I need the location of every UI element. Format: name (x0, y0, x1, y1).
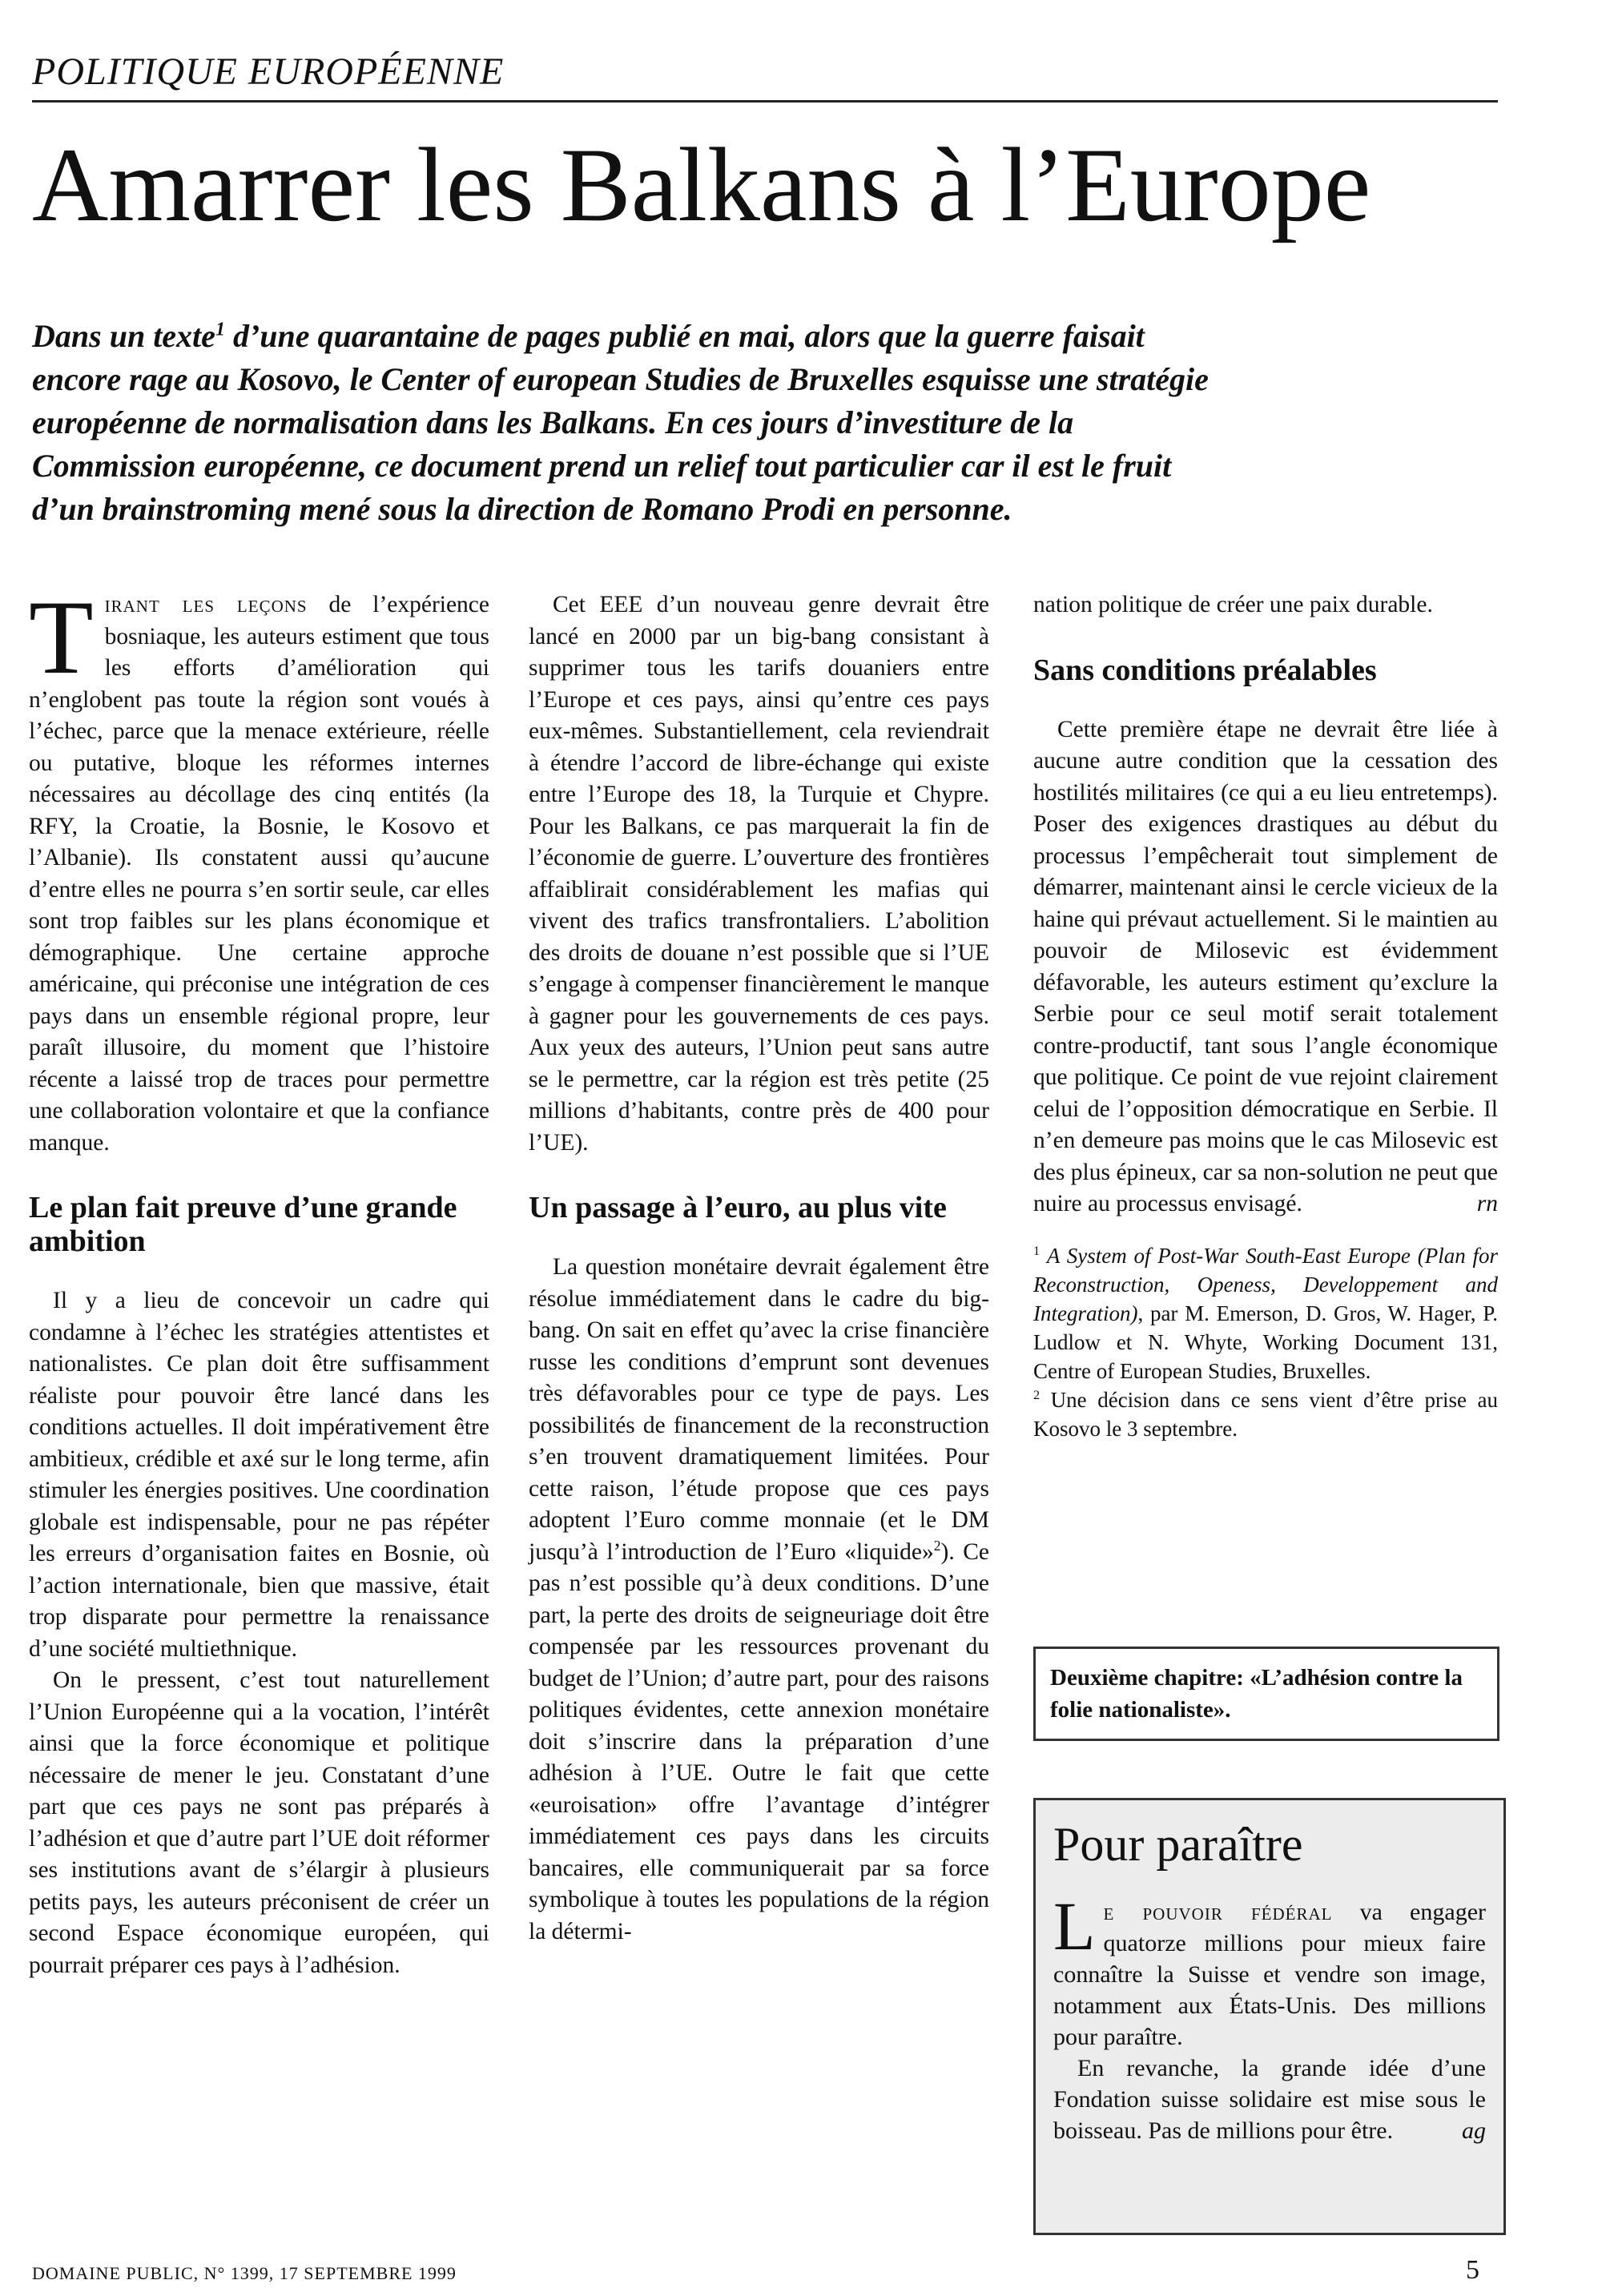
footer-publication: DOMAINE PUBLIC, N° 1399, 17 SEPTEMBRE 1999 (32, 2263, 457, 2283)
col1-paragraph-2: Il y a lieu de concevoir un cadre qui condamne à l’échec les stratégies attentistes et nationalistes. Ce plan doit être suffisamment réaliste pour pouvoir être lancé dans les conditions actuelles. Il doit impérativement être ambitieux, crédible et axé sur le long terme, afin stimuler les énergies positives. Une coordination globale est indispensable, pour ne pas répéter les erreurs d’organisation faites en Bosnie, où l’action internationale, bien que massive, était trop disparate pour permettre la renaissance d’une société multiethnique. (29, 1288, 489, 1662)
section-rubric: POLITIQUE EUROPÉENNE (32, 50, 505, 93)
footnotes (1033, 1241, 1498, 1443)
col2-paragraph-2 (529, 1252, 989, 1948)
lead-text-rest: d’une quarantaine de pages publié en mai, alors que la guerre faisait encore rage au Kosovo, le Center of european Studies de Bruxelles esquisse une stratégie européenne de normalisation dans les Balkans. En ces jours d’investiture de la Commission européenne, ce document prend un relief tout particulier car il est le fruit d’un brainstroming mené sous la direction de Romano Prodi en personne. (32, 318, 1209, 527)
col1-paragraph-3: On le pressent, c’est tout naturellement l’Union Européenne qui a la vocation, l’intérêt ainsi que la force économique et politique nécessaire de mener le jeu. Constatant d’une part que ces pays ne sont pas préparés à l’adhésion et que d’autre part l’UE doit réformer ses institutions avant de s’élargir à plusieurs petits pays, les auteurs préconisent de créer un second Espace économique européen, qui pourrait préparer ces pays à l’adhésion. (29, 1667, 489, 1978)
sidebar-box (1033, 1798, 1506, 2235)
drop-cap: T (29, 578, 94, 696)
column-1 (29, 578, 489, 1981)
col2-footnote-ref[interactable]: 2 (933, 1537, 941, 1554)
subhead-plan-ambition: Le plan fait preuve d’une grande ambition (29, 1191, 457, 1258)
column-3 (1033, 589, 1498, 1443)
col2-p2-rest: ). Ce pas n’est possible qu’à deux conditions. D’une part, la perte des droits de seigneuriage doit être compensée par les ressources provenant du budget de l’Union; d’autre part, pour des raisons politiques évidentes, cette annexion monétaire doit s’inscrire dans la préparation d’une adhésion à l’UE. Outre le fait que cette «euroisation» offre l’avantage d’intégrer immédiatement ces pays dans les circuits bancaires, elle communiquerait par sa force symbolique à toutes les populations de la région la détermi- (529, 1538, 990, 1944)
subhead-passage-euro: Un passage à l’euro, au plus vite (529, 1191, 947, 1224)
footnote-1-title: A System of Post-War South-East Europe (Plan for Reconstruction, Openess, Developpement and Integration) (1033, 1243, 1499, 1325)
article-title: Amarrer les Balkans à l’Europe (32, 126, 1371, 243)
sidebar-initials: ag (1462, 2117, 1486, 2144)
col1-p1-text: de l’expérience bosniaque, les auteurs estiment que tous les efforts d’amélioration qui n’englobent pas toute la région sont voués à l’échec, parce que la menace extérieure, réelle ou putative, bloque les réformes internes nécessaires au décollage des cinq entités (la RFY, la Croatie, la Bosnie, le Kosovo et l’Albanie). Ils constatent aussi qu’aucune d’entre elles ne pourra s’en sortir seule, car elles sont trop faibles sur les plans économique et démographique. Une certaine approche américaine, qui préconise une intégration de ces pays dans un ensemble régional propre, leur paraît illusoire, du moment que l’histoire récente a laissé trop de traces pour permettre une collaboration volontaire et que la confiance manque. (29, 592, 489, 1156)
footnote-2-number: 2 (1033, 1387, 1040, 1402)
page-number: 5 (1466, 2255, 1479, 2285)
next-chapter-box: Deuxième chapitre: «L’adhésion contre la folie nationaliste». (1033, 1647, 1499, 1741)
footnote-1-rest: , par M. Emerson, D. Gros, W. Hager, P. Ludlow et N. Whyte, Working Document 131, Centre of European Studies, Bruxelles. (1033, 1301, 1498, 1383)
column-2 (529, 589, 989, 1948)
sidebar-drop-cap: L (1053, 1888, 1096, 1964)
col3-paragraph-0: nation politique de créer une paix durable. (1033, 592, 1433, 617)
sidebar-title: Pour paraître (1053, 1818, 1303, 1871)
footnote-2-text: Une décision dans ce sens vient d’être prise au Kosovo le 3 septembre. (1033, 1387, 1499, 1441)
sidebar-p1-text: va engager quatorze millions pour mieux faire connaître la Suisse et vendre son image, notamment aux États-Unis. Des millions pour paraître. (1053, 1899, 1486, 2050)
col3-paragraph-1 (1033, 714, 1498, 1220)
sidebar-paragraph-1 (1053, 1888, 1486, 2053)
header-rule (32, 100, 1498, 103)
article-lead (32, 315, 1218, 531)
col1-paragraph-1 (29, 578, 489, 1159)
sidebar-p2-text: En revanche, la grande idée d’une Fondation suisse solidaire est mise sous le boisseau. Pas de millions pour être. (1053, 2055, 1486, 2144)
footnote-2 (1033, 1385, 1498, 1443)
lead-text-start: Dans un texte (32, 318, 215, 354)
subhead-sans-conditions: Sans conditions préalables (1033, 653, 1377, 687)
author-initials: rn (1476, 1191, 1498, 1216)
footnote-1 (1033, 1241, 1498, 1385)
lead-footnote-ref[interactable]: 1 (215, 319, 225, 340)
sidebar-opening-smallcaps: e pouvoir fédéral (1103, 1899, 1333, 1925)
col2-paragraph-1: Cet EEE d’un nouveau genre devrait être lancé en 2000 par un big-bang consistant à supprimer tous les tarifs douaniers entre l’Europe et ces pays, ainsi qu’entre ces pays eux-mêmes. Substantiellement, cela reviendrait à étendre l’accord de libre-échange qui existe entre l’Europe des 18, la Turquie et Chypre. Pour les Balkans, ce pas marquerait la fin de l’économie de guerre. L’ouverture des frontières affaiblirait considérablement les mafias qui vivent des trafics transfrontaliers. L’abolition des droits de douane n’est possible que si l’UE s’engage à compenser financièrement le manque à gagner pour les gouvernements de ces pays. Aux yeux des auteurs, l’Union peut sans autre se le permettre, car la région est très petite (25 millions d’habitants, contre près de 400 pour l’UE). (529, 592, 989, 1156)
col2-p2-start: La question monétaire devrait également être résolue immédiatement dans le cadre du big-bang. On sait en effet qu’avec la crise financière russe les conditions d’emprunt sont devenues très défavorables pour ce type de pays. Les possibilités de financement de la reconstruction s’en trouvent dramatiquement limitées. Pour cette raison, l’étude propose que ces pays adoptent l’Euro comme monnaie (et le DM jusqu’à l’introduction de l’Euro «liquide» (529, 1254, 989, 1565)
opening-smallcaps: irant les leçons (104, 592, 308, 617)
col3-p1-text: Cette première étape ne devrait être liée à aucune autre condition que la cessation des hostilités militaires (ce qui a eu lieu entretemps). Poser des exigences drastiques au début du processus l’empêcherait tout simplement de démarrer, maintenant ainsi le cercle vicieux de la haine qui prévaut actuellement. Si le maintien au pouvoir de Milosevic est évidemment défavorable, les auteurs estiment qu’exclure la Serbie pour ce seul motif serait totalement contre-productif, tant sous l’angle économique que politique. Ce point de vue rejoint clairement celui de l’opposition démocratique en Serbie. Il n’en demeure pas moins que le cas Milosevic est des plus épineux, car sa non-solution ne peut que nuire au processus envisagé. (1033, 716, 1498, 1216)
sidebar-paragraph-2 (1053, 2053, 1486, 2146)
footnote-1-number: 1 (1033, 1243, 1040, 1258)
